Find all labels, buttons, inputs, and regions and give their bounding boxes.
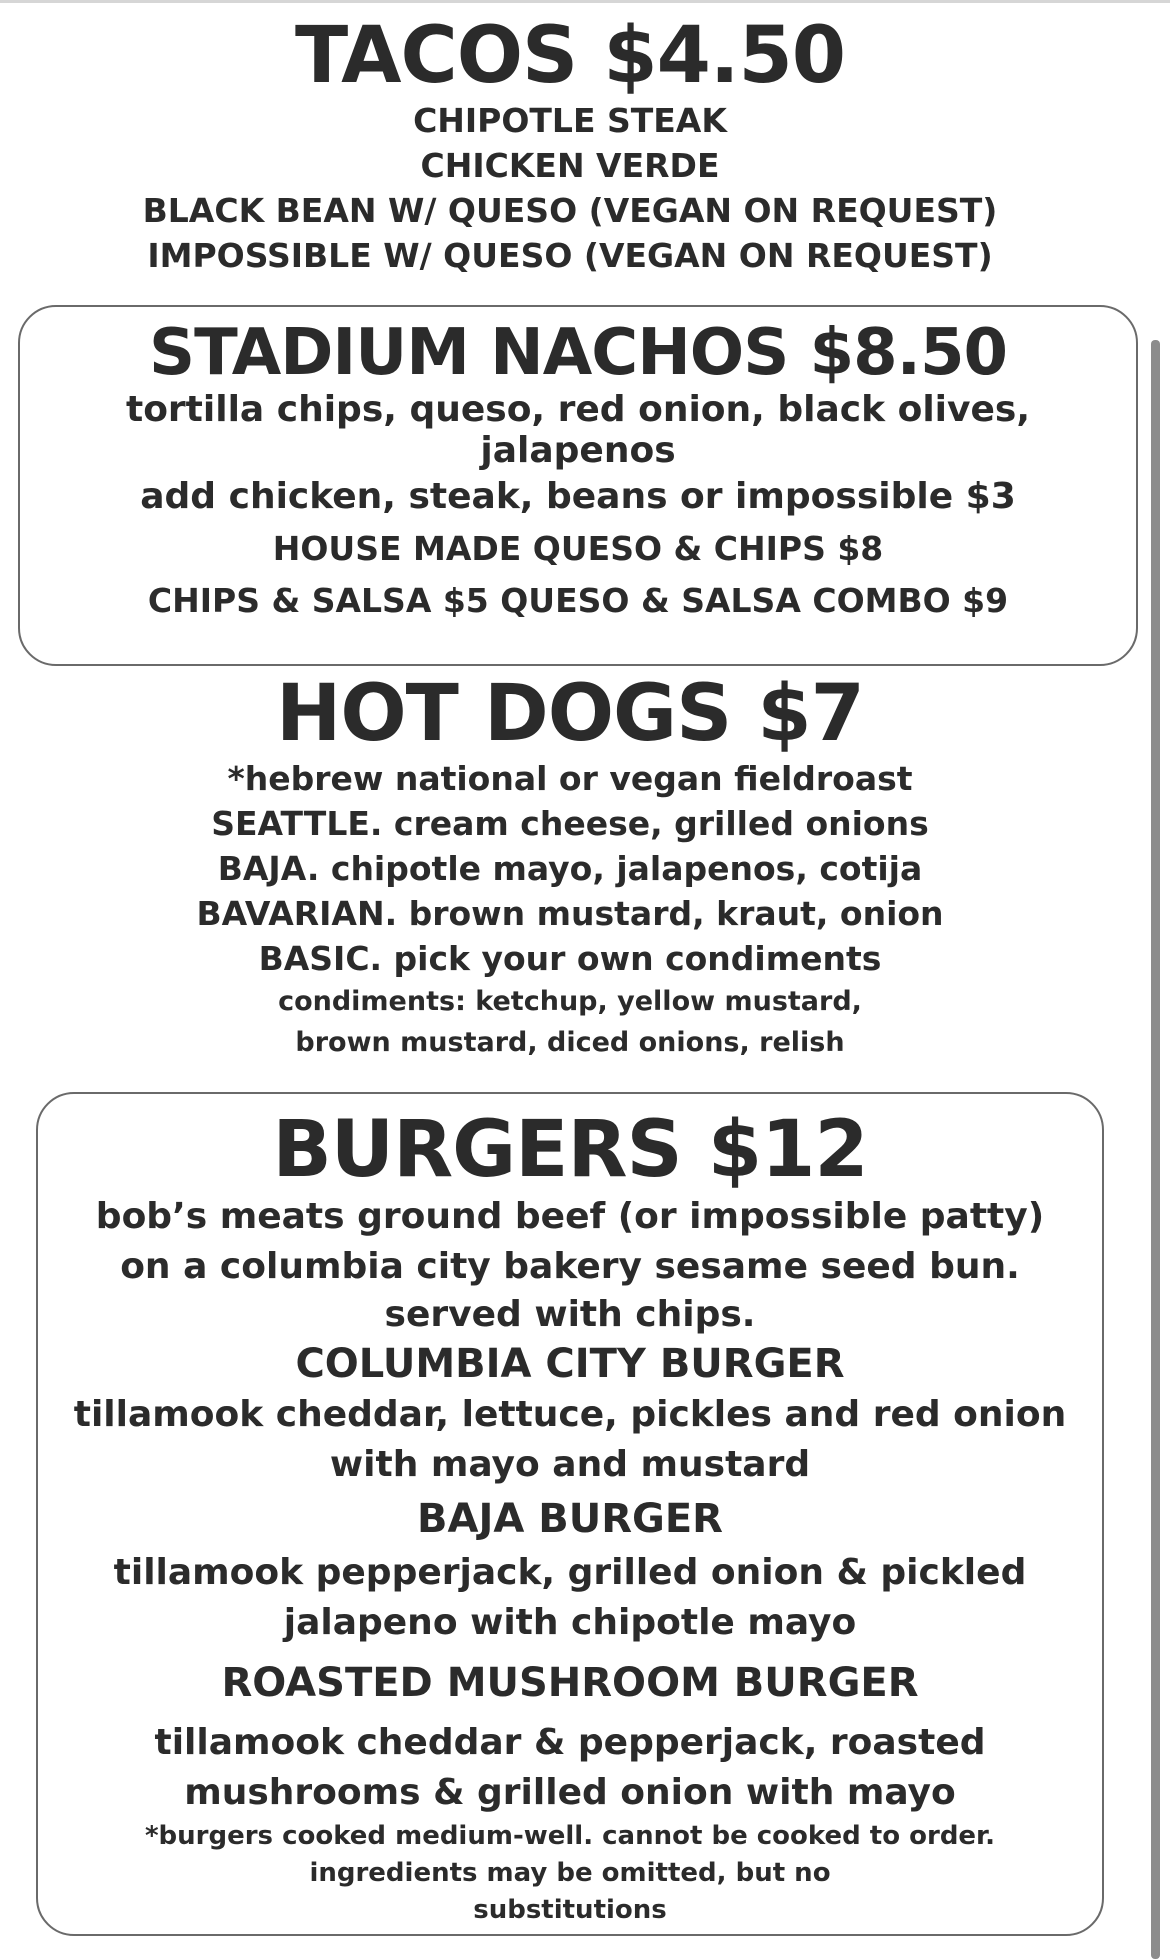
- hot-dog-line: *hebrew national or vegan fieldroast: [227, 759, 913, 798]
- columbia-burger-desc: with mayo and mustard: [329, 1444, 811, 1485]
- queso-chips-item: HOUSE MADE QUESO & CHIPS $8: [272, 529, 884, 568]
- taco-item: IMPOSSIBLE W/ QUESO (VEGAN ON REQUEST): [147, 236, 993, 275]
- condiments-note: condiments: ketchup, yellow mustard,: [278, 986, 862, 1017]
- burger-intro: on a columbia city bakery sesame seed bun.: [120, 1246, 1020, 1287]
- hot-dogs-heading: HOT DOGS $7: [276, 669, 864, 759]
- hot-dog-line: SEATTLE. cream cheese, grilled onions: [211, 804, 929, 843]
- burgers-heading: BURGERS $12: [272, 1105, 868, 1195]
- hot-dogs-section: [0, 669, 1140, 1063]
- mushroom-burger-name: ROASTED MUSHROOM BURGER: [221, 1660, 919, 1706]
- nachos-section: [18, 305, 1138, 666]
- chips-salsa-combo: CHIPS & SALSA $5 QUESO & SALSA COMBO $9: [147, 581, 1009, 620]
- columbia-burger-name: COLUMBIA CITY BURGER: [295, 1341, 845, 1387]
- taco-item: BLACK BEAN W/ QUESO (VEGAN ON REQUEST): [142, 191, 998, 230]
- nachos-heading: STADIUM NACHOS $8.50: [148, 316, 1008, 390]
- tacos-section: [0, 11, 1140, 278]
- burger-intro: bob’s meats ground beef (or impossible patty): [95, 1196, 1045, 1237]
- baja-burger-name: BAJA BURGER: [417, 1496, 723, 1542]
- taco-item: CHICKEN VERDE: [420, 146, 720, 185]
- burger-intro: served with chips.: [384, 1294, 756, 1335]
- nachos-description: jalapenos: [480, 430, 676, 471]
- baja-burger-desc: jalapeno with chipotle mayo: [283, 1602, 857, 1643]
- condiments-note: brown mustard, diced onions, relish: [295, 1027, 845, 1058]
- taco-item: CHIPOTLE STEAK: [413, 101, 727, 140]
- hot-dog-line: BAJA. chipotle mayo, jalapenos, cotija: [217, 849, 923, 888]
- burger-note: *burgers cooked medium-well. cannot be cooked to order.: [144, 1821, 996, 1851]
- hot-dog-line: BASIC. pick your own condiments: [258, 939, 882, 978]
- burgers-section: [36, 1092, 1104, 1936]
- top-divider: [0, 0, 1170, 3]
- scrollbar[interactable]: [1151, 340, 1160, 1959]
- mushroom-burger-desc: tillamook cheddar & pepperjack, roasted: [154, 1722, 986, 1763]
- baja-burger-desc: tillamook pepperjack, grilled onion & pickled: [113, 1552, 1027, 1593]
- mushroom-burger-desc: mushrooms & grilled onion with mayo: [184, 1772, 956, 1813]
- burger-note: substitutions: [473, 1895, 667, 1925]
- nachos-add-on: add chicken, steak, beans or impossible $3: [140, 476, 1016, 517]
- nachos-description: tortilla chips, queso, red onion, black olives,: [125, 389, 1030, 430]
- hot-dog-line: BAVARIAN. brown mustard, kraut, onion: [196, 894, 944, 933]
- columbia-burger-desc: tillamook cheddar, lettuce, pickles and red onion: [73, 1394, 1067, 1435]
- tacos-heading: TACOS $4.50: [294, 11, 846, 101]
- burger-note: ingredients may be omitted, but no: [309, 1858, 831, 1888]
